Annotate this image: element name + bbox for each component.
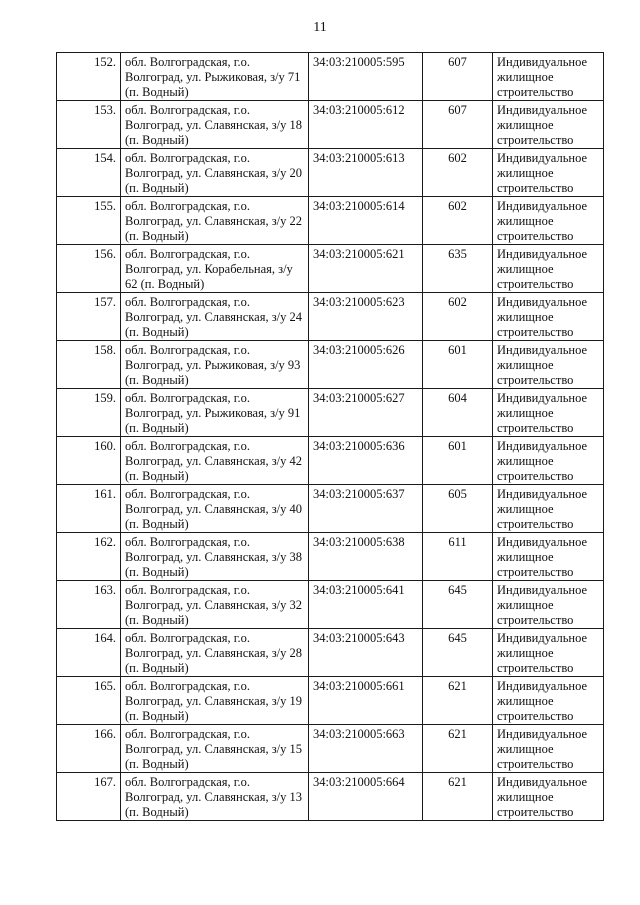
row-number-cell: 162. (57, 533, 121, 581)
table-row (57, 293, 604, 341)
row-number-cell: 154. (57, 149, 121, 197)
row-number-cell: 157. (57, 293, 121, 341)
address-cell: обл. Волгоградская, г.о. Волгоград, ул. Славянская, з/у 20 (п. Водный) (121, 149, 309, 197)
permitted-use-cell: Индивидуальное жилищное строительство (493, 485, 604, 533)
area-cell: 635 (423, 245, 493, 293)
row-number-cell: 160. (57, 437, 121, 485)
area-cell: 607 (423, 101, 493, 149)
table-row (57, 725, 604, 773)
row-number-cell: 161. (57, 485, 121, 533)
table-row (57, 341, 604, 389)
cadastral-number-cell: 34:03:210005:595 (309, 53, 423, 101)
permitted-use-cell: Индивидуальное жилищное строительство (493, 197, 604, 245)
cadastral-number-cell: 34:03:210005:661 (309, 677, 423, 725)
permitted-use-cell: Индивидуальное жилищное строительство (493, 533, 604, 581)
address-cell: обл. Волгоградская, г.о. Волгоград, ул. Славянская, з/у 24 (п. Водный) (121, 293, 309, 341)
cadastral-number-cell: 34:03:210005:663 (309, 725, 423, 773)
row-number-cell: 159. (57, 389, 121, 437)
table-row (57, 245, 604, 293)
table-row (57, 485, 604, 533)
cadastral-number-cell: 34:03:210005:643 (309, 629, 423, 677)
cadastral-number-cell: 34:03:210005:623 (309, 293, 423, 341)
row-number-cell: 166. (57, 725, 121, 773)
permitted-use-cell: Индивидуальное жилищное строительство (493, 437, 604, 485)
address-cell: обл. Волгоградская, г.о. Волгоград, ул. Славянская, з/у 32 (п. Водный) (121, 581, 309, 629)
address-cell: обл. Волгоградская, г.о. Волгоград, ул. Славянская, з/у 28 (п. Водный) (121, 629, 309, 677)
permitted-use-cell: Индивидуальное жилищное строительство (493, 677, 604, 725)
permitted-use-cell: Индивидуальное жилищное строительство (493, 389, 604, 437)
address-cell: обл. Волгоградская, г.о. Волгоград, ул. Рыжиковая, з/у 71 (п. Водный) (121, 53, 309, 101)
address-cell: обл. Волгоградская, г.о. Волгоград, ул. Рыжиковая, з/у 93 (п. Водный) (121, 341, 309, 389)
row-number-cell: 163. (57, 581, 121, 629)
area-cell: 645 (423, 581, 493, 629)
table-row (57, 677, 604, 725)
land-plots-table (56, 52, 604, 821)
address-cell: обл. Волгоградская, г.о. Волгоград, ул. Славянская, з/у 42 (п. Водный) (121, 437, 309, 485)
row-number-cell: 153. (57, 101, 121, 149)
area-cell: 645 (423, 629, 493, 677)
address-cell: обл. Волгоградская, г.о. Волгоград, ул. Славянская, з/у 40 (п. Водный) (121, 485, 309, 533)
area-cell: 621 (423, 725, 493, 773)
row-number-cell: 158. (57, 341, 121, 389)
area-cell: 607 (423, 53, 493, 101)
permitted-use-cell: Индивидуальное жилищное строительство (493, 101, 604, 149)
cadastral-number-cell: 34:03:210005:614 (309, 197, 423, 245)
cadastral-number-cell: 34:03:210005:627 (309, 389, 423, 437)
permitted-use-cell: Индивидуальное жилищное строительство (493, 725, 604, 773)
cadastral-number-cell: 34:03:210005:641 (309, 581, 423, 629)
table-row (57, 437, 604, 485)
permitted-use-cell: Индивидуальное жилищное строительство (493, 245, 604, 293)
table-row (57, 389, 604, 437)
page-number: 11 (313, 20, 327, 35)
cadastral-number-cell: 34:03:210005:637 (309, 485, 423, 533)
row-number-cell: 165. (57, 677, 121, 725)
permitted-use-cell: Индивидуальное жилищное строительство (493, 149, 604, 197)
row-number-cell: 156. (57, 245, 121, 293)
area-cell: 602 (423, 293, 493, 341)
cadastral-number-cell: 34:03:210005:664 (309, 773, 423, 821)
cadastral-number-cell: 34:03:210005:612 (309, 101, 423, 149)
area-cell: 601 (423, 437, 493, 485)
address-cell: обл. Волгоградская, г.о. Волгоград, ул. Славянская, з/у 38 (п. Водный) (121, 533, 309, 581)
row-number-cell: 167. (57, 773, 121, 821)
table-row (57, 149, 604, 197)
cadastral-number-cell: 34:03:210005:638 (309, 533, 423, 581)
area-cell: 605 (423, 485, 493, 533)
table-body (57, 53, 604, 821)
address-cell: обл. Волгоградская, г.о. Волгоград, ул. Славянская, з/у 22 (п. Водный) (121, 197, 309, 245)
cadastral-number-cell: 34:03:210005:636 (309, 437, 423, 485)
address-cell: обл. Волгоградская, г.о. Волгоград, ул. Славянская, з/у 15 (п. Водный) (121, 725, 309, 773)
table-row (57, 101, 604, 149)
cadastral-number-cell: 34:03:210005:613 (309, 149, 423, 197)
cadastral-number-cell: 34:03:210005:626 (309, 341, 423, 389)
table-row (57, 53, 604, 101)
area-cell: 621 (423, 677, 493, 725)
address-cell: обл. Волгоградская, г.о. Волгоград, ул. Славянская, з/у 13 (п. Водный) (121, 773, 309, 821)
cadastral-number-cell: 34:03:210005:621 (309, 245, 423, 293)
table-row (57, 533, 604, 581)
table-row (57, 773, 604, 821)
address-cell: обл. Волгоградская, г.о. Волгоград, ул. Корабельная, з/у 62 (п. Водный) (121, 245, 309, 293)
address-cell: обл. Волгоградская, г.о. Волгоград, ул. Славянская, з/у 19 (п. Водный) (121, 677, 309, 725)
permitted-use-cell: Индивидуальное жилищное строительство (493, 341, 604, 389)
area-cell: 621 (423, 773, 493, 821)
permitted-use-cell: Индивидуальное жилищное строительство (493, 293, 604, 341)
table-row (57, 197, 604, 245)
permitted-use-cell: Индивидуальное жилищное строительство (493, 773, 604, 821)
area-cell: 601 (423, 341, 493, 389)
row-number-cell: 152. (57, 53, 121, 101)
permitted-use-cell: Индивидуальное жилищное строительство (493, 53, 604, 101)
address-cell: обл. Волгоградская, г.о. Волгоград, ул. Славянская, з/у 18 (п. Водный) (121, 101, 309, 149)
area-cell: 604 (423, 389, 493, 437)
row-number-cell: 155. (57, 197, 121, 245)
table-row (57, 629, 604, 677)
permitted-use-cell: Индивидуальное жилищное строительство (493, 629, 604, 677)
address-cell: обл. Волгоградская, г.о. Волгоград, ул. Рыжиковая, з/у 91 (п. Водный) (121, 389, 309, 437)
area-cell: 602 (423, 197, 493, 245)
row-number-cell: 164. (57, 629, 121, 677)
permitted-use-cell: Индивидуальное жилищное строительство (493, 581, 604, 629)
table-row (57, 581, 604, 629)
area-cell: 602 (423, 149, 493, 197)
area-cell: 611 (423, 533, 493, 581)
